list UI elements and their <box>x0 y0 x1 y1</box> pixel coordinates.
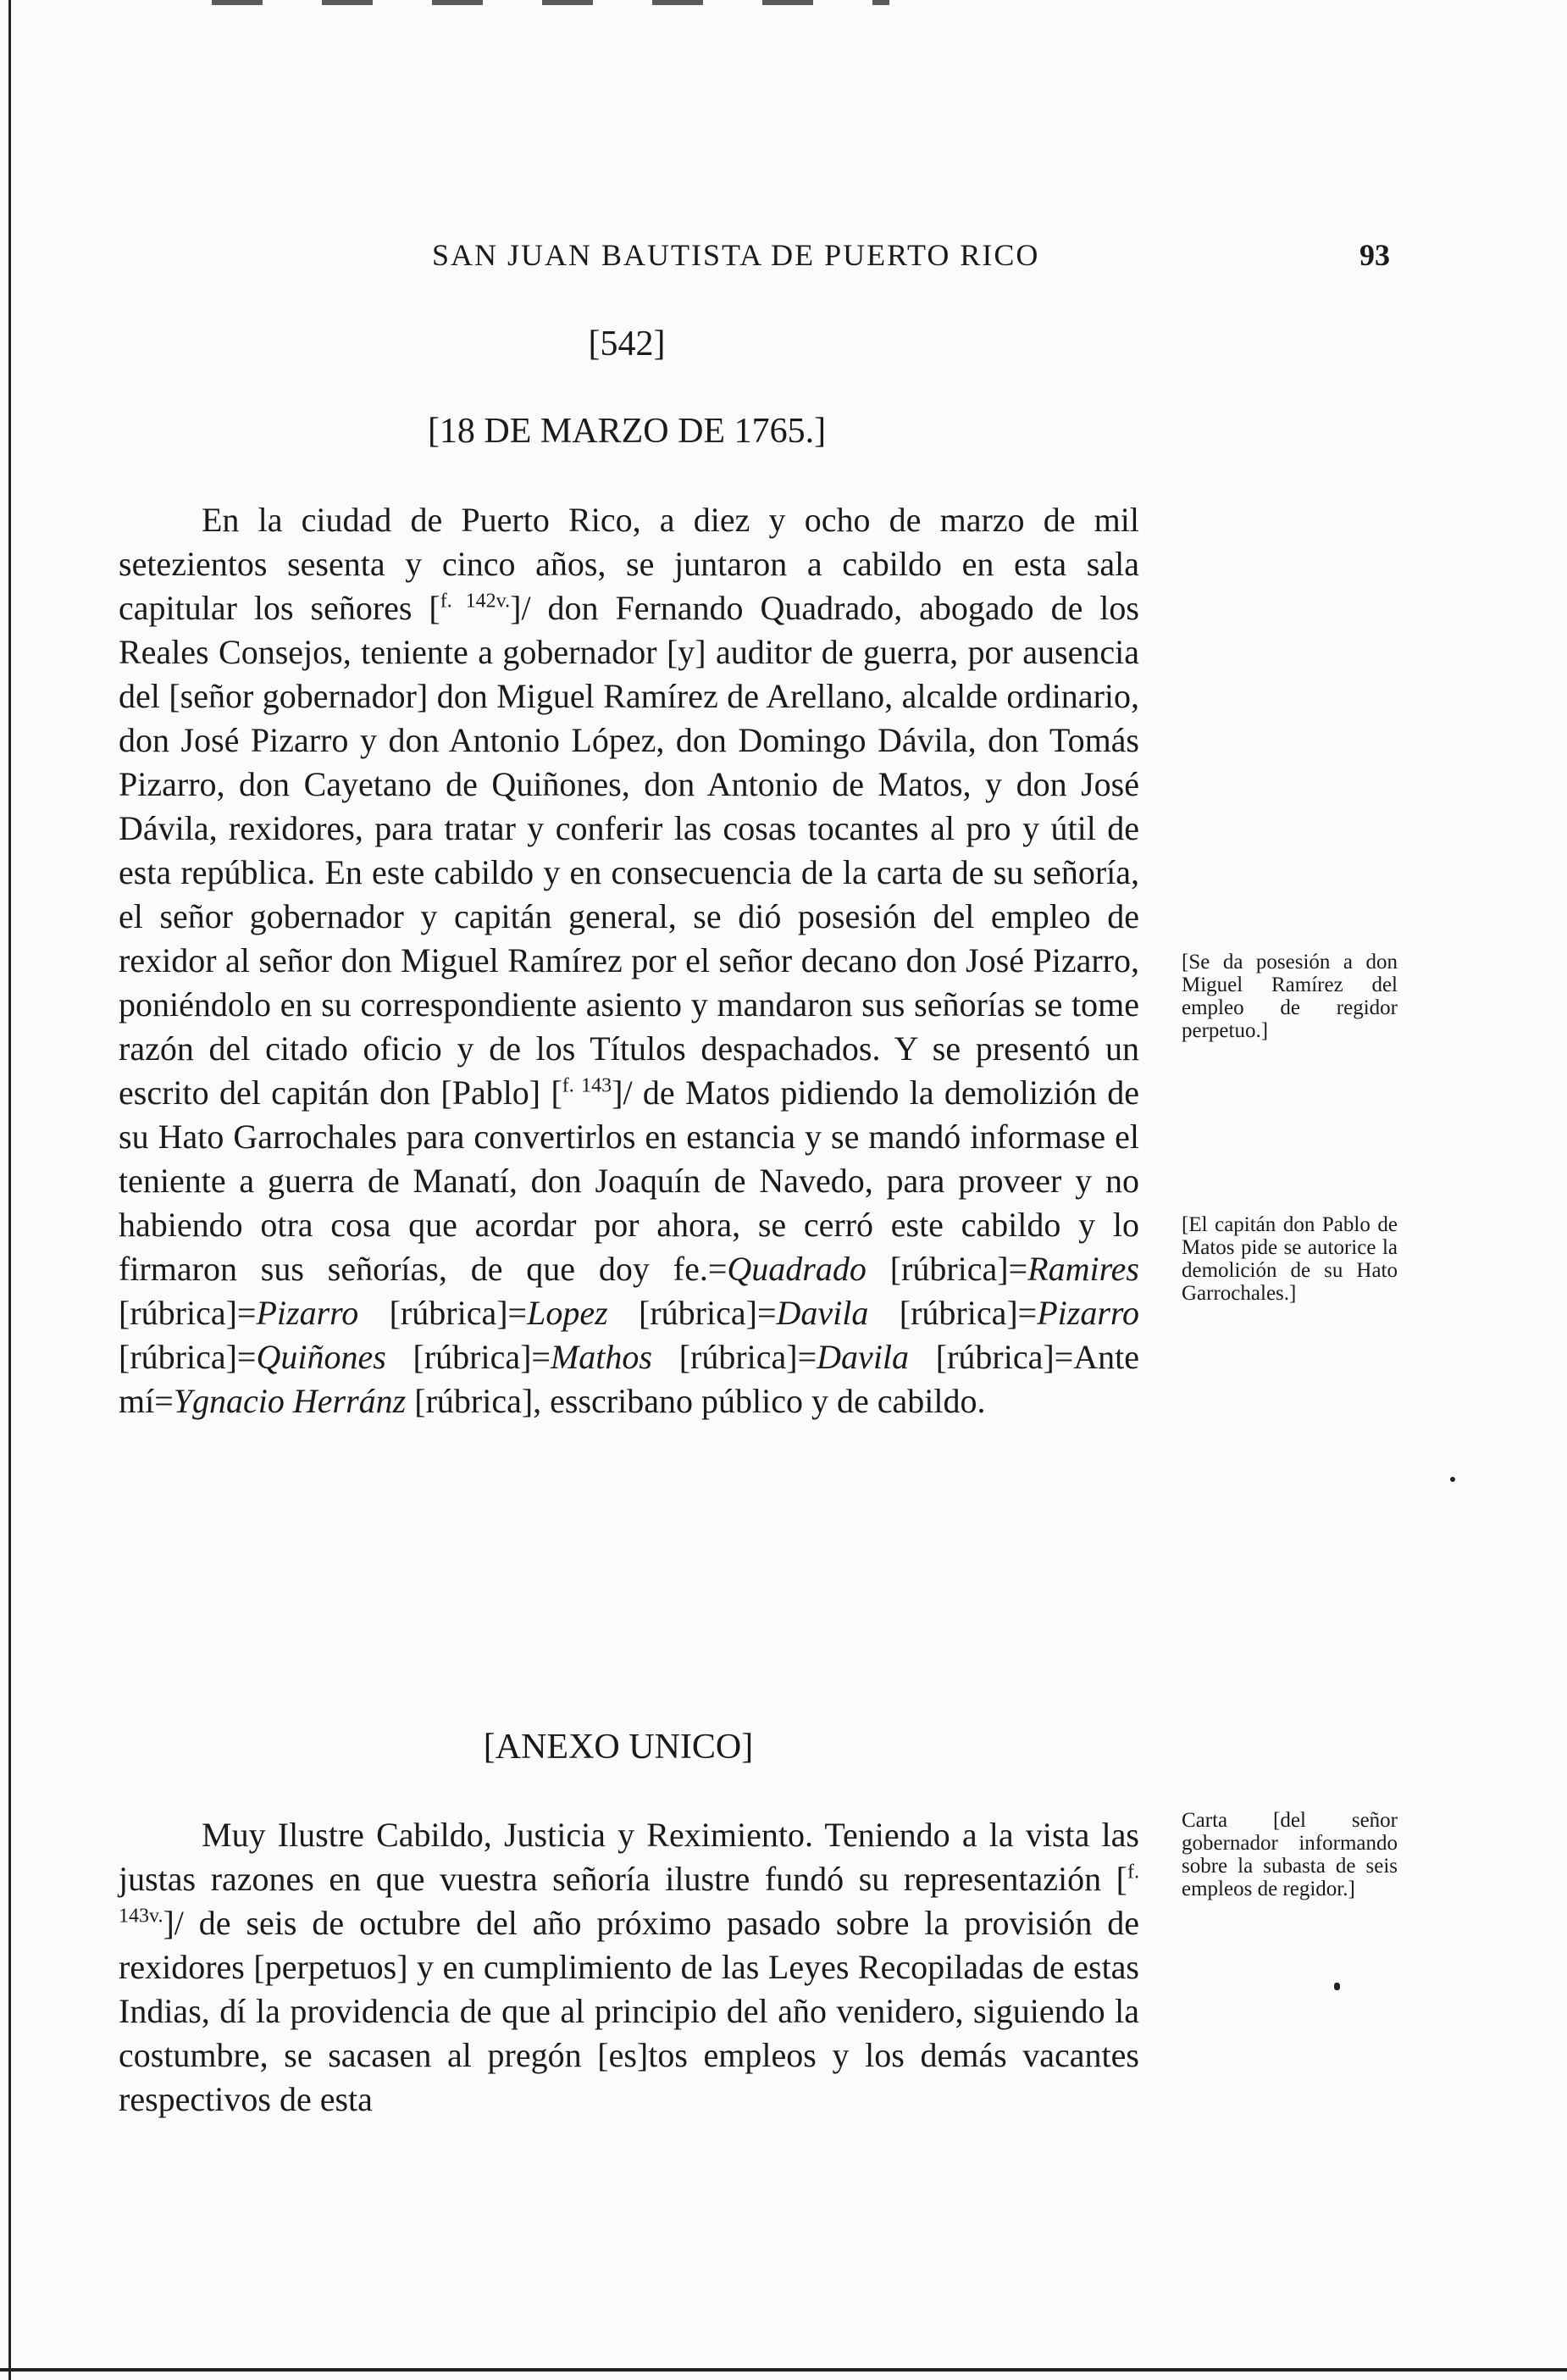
text-segment: ]/ de Matos pidiendo la demolizión de su Hato Garrochales para convertirlos en estancia y se mandó informase el teniente a guerra de Manatí, don Joaquín de Navedo, para proveer y no habiendo otra cosa que acordar por ahora, se cerró este cabildo y lo firmaron sus señorías, de que doy fe.= <box>119 1073 1139 1288</box>
rubrica-text: [rúbrica]= <box>868 1294 1038 1332</box>
ink-speck <box>1334 1983 1340 1990</box>
margin-note-letter: Carta [del señor gobernador informando sobre la subasta de seis empleos de regidor.] <box>1182 1809 1398 1900</box>
signature-name: Ramires <box>1027 1250 1139 1288</box>
rubrica-text: [rúbrica], esscribano público y de cabildo. <box>406 1382 986 1420</box>
signature-name: Davila <box>776 1294 869 1332</box>
margin-note-demolition: [El capitán don Pablo de Matos pide se autorice la demolición de su Hato Garrochales.] <box>1182 1213 1398 1305</box>
rubrica-text: [rúbrica]= <box>866 1250 1028 1288</box>
signature-name: Quadrado <box>727 1250 867 1288</box>
rubrica-text: [rúbrica]= <box>119 1338 257 1376</box>
annex-paragraph <box>119 1813 1139 2122</box>
folio-marker: f. 143 <box>562 1074 612 1097</box>
signature-name: Mathos <box>550 1338 652 1376</box>
text-segment: Muy Ilustre Cabildo, Justicia y Reximiento. Teniendo a la vista las justas razones en que vuestra señoría ilustre fundó su representazión [ <box>119 1816 1139 1898</box>
page-number: 93 <box>1359 238 1390 272</box>
main-paragraph <box>119 498 1139 1423</box>
text-segment: En la ciudad de Puerto Rico, a diez y ocho de marzo de mil setezientos sesenta y cinco años, se juntaron a cabildo en esta sala capitular los señores [ <box>119 501 1139 627</box>
signature-name: Lopez <box>527 1294 608 1332</box>
signature-name: Ygnacio Herránz <box>173 1382 407 1420</box>
annex-heading: [ANEXO UNICO] <box>483 1728 754 1767</box>
rubrica-text: [rúbrica]= <box>119 1294 257 1332</box>
folio-marker: f. 143v. <box>119 1861 1139 1928</box>
running-head: SAN JUAN BAUTISTA DE PUERTO RICO <box>432 238 1040 272</box>
document-number: [542] <box>588 325 666 363</box>
page-bottom-edge <box>0 2368 1567 2372</box>
ink-speck <box>1450 1477 1455 1482</box>
margin-note-possession: [Se da posesión a don Miguel Ramírez del empleo de regidor perpetuo.] <box>1182 951 1398 1042</box>
rubrica-text: [rúbrica]= <box>385 1338 551 1376</box>
signature-name: Pizarro <box>1037 1294 1139 1332</box>
document-date: [18 DE MARZO DE 1765.] <box>427 412 827 451</box>
signature-name: Quiñones <box>256 1338 386 1376</box>
rubrica-text: [rúbrica]= <box>358 1294 528 1332</box>
page-top-edge-marks <box>212 0 889 5</box>
text-segment: ]/ de seis de octubre del año próximo pasado sobre la provisión de rexidores [perpetuos] y en cumplimiento de las Leyes Recopiladas de estas Indias, dí la providencia de que al principio del año venidero, siguiendo la costumbre, se sacasen al pregón [es]tos empleos y los demás vacantes respectivos de esta <box>119 1904 1139 2118</box>
rubrica-text: [rúbrica]= <box>607 1294 777 1332</box>
text-segment: ]/ don Fernando Quadrado, abogado de los Reales Consejos, teniente a gobernador [y] auditor de guerra, por ausencia del [señor gobernador] don Miguel Ramírez de Arellano, alcalde ordinario, don José Pizarro y don Antonio López, don Domingo Dávila, don Tomás Pizarro, don Cayetano de Quiñones, don Antonio de Matos, y don José Dávila, rexidores, para tratar y conferir las cosas tocantes al pro y útil de esta república. En este cabildo y en consecuencia de la carta de su señoría, el señor gobernador y capitán general, se dió posesión del empleo de rexidor al señor don Miguel Ramírez por el señor decano don José Pizarro, poniéndolo en su correspondiente asiento y mandaron sus señorías se tome razón del citado oficio y de los Títulos despachados. Y se presentó un escrito del capitán don [Pablo] [ <box>119 589 1139 1112</box>
signature-name: Pizarro <box>256 1294 359 1332</box>
signature-name: Davila <box>817 1338 910 1376</box>
folio-marker: f. 142v. <box>440 590 511 613</box>
rubrica-text: [rúbrica]=Ante mí= <box>119 1338 1139 1420</box>
rubrica-text: [rúbrica]= <box>651 1338 817 1376</box>
